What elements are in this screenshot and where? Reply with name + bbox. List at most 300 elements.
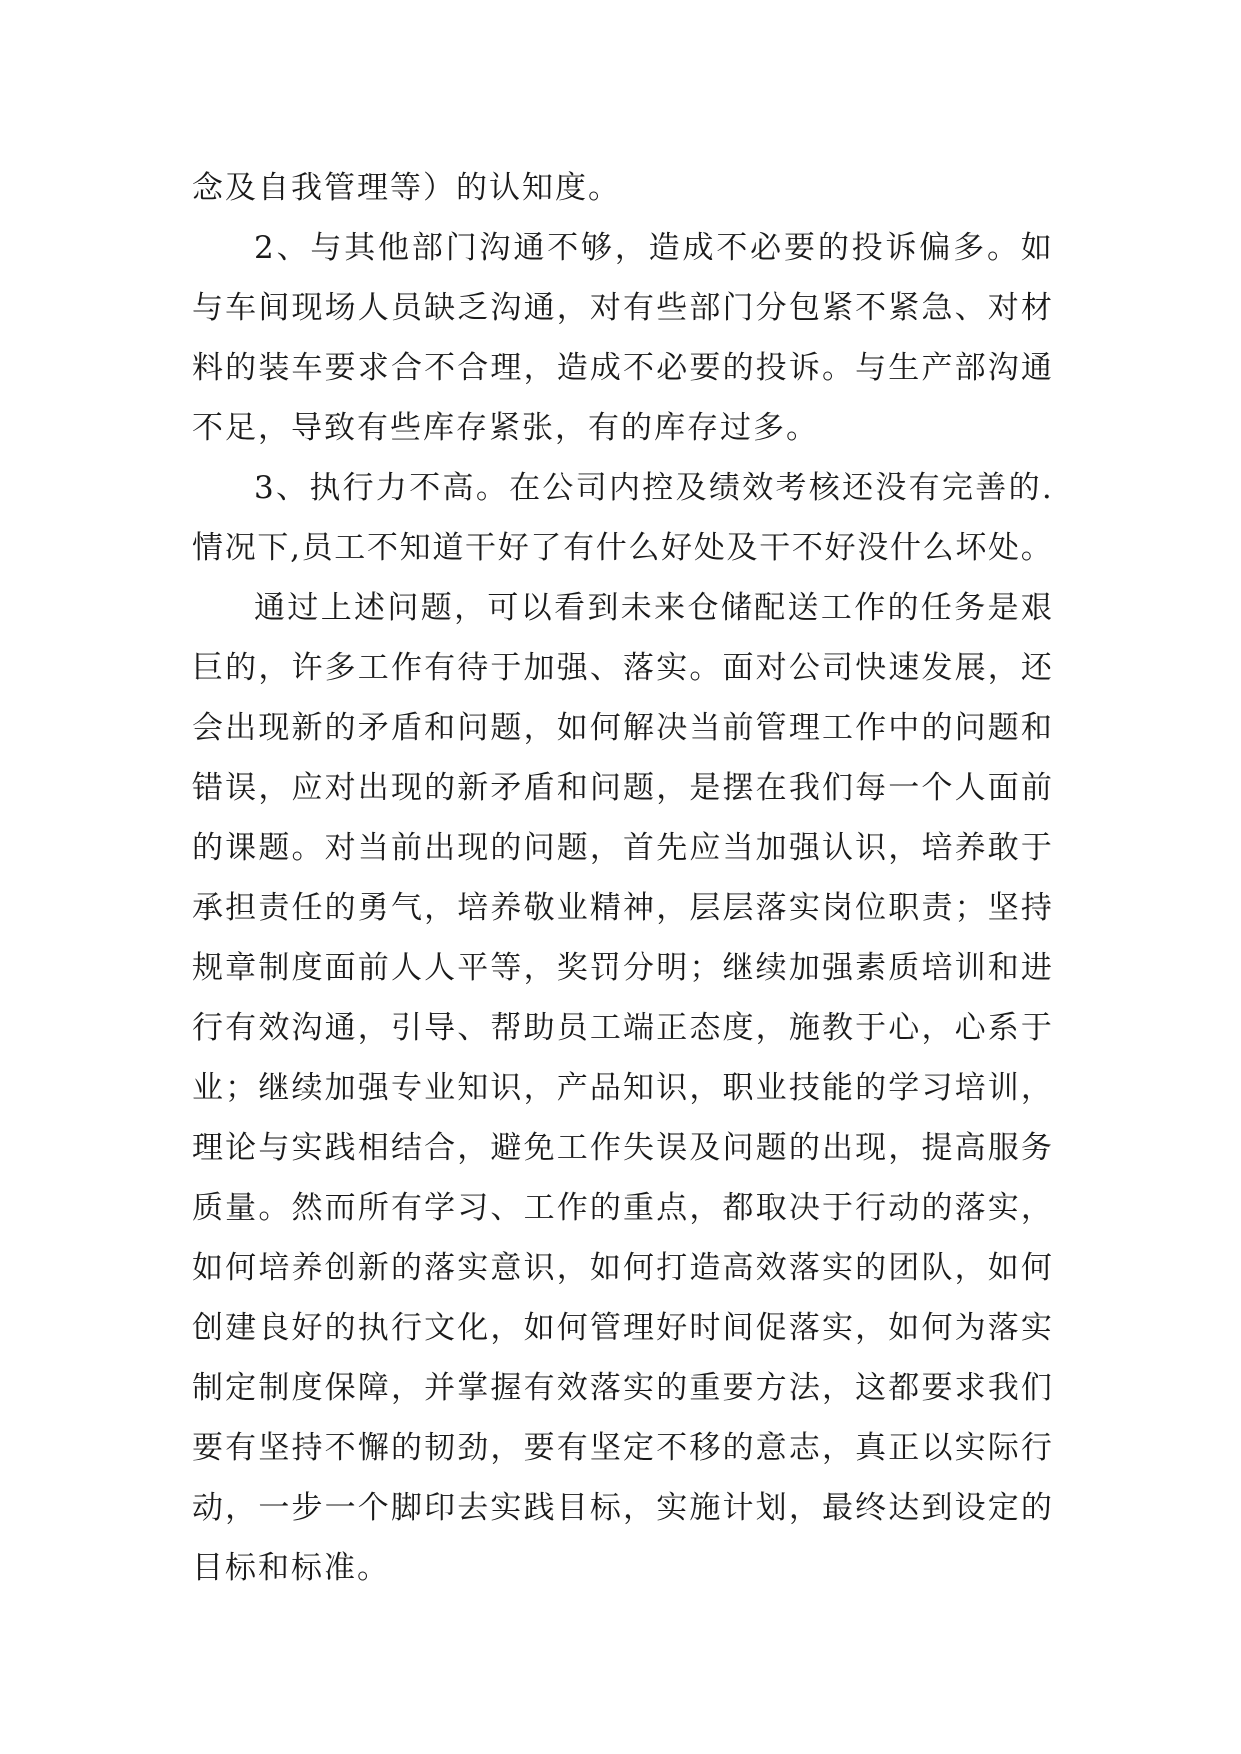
text-glyph: 好	[497, 530, 529, 566]
text-glyph: 如	[589, 1250, 621, 1286]
text-glyph: 当	[357, 830, 389, 866]
text-glyph: 够	[581, 230, 613, 266]
text-glyph: 司	[575, 470, 607, 506]
text-glyph: ，	[390, 1370, 422, 1406]
text-glyph: 敢	[987, 830, 1019, 866]
text-glyph: 每	[855, 770, 887, 806]
text-glyph: 行	[1020, 1430, 1052, 1466]
text-glyph: 好	[824, 530, 856, 566]
text-glyph: 的	[656, 1370, 688, 1406]
text-glyph: 都	[888, 1370, 920, 1406]
text-glyph: 道	[432, 530, 464, 566]
text-glyph: ，	[888, 830, 920, 866]
text-glyph: 的	[225, 650, 257, 686]
text-glyph: 人	[424, 950, 456, 986]
text-glyph: 和	[424, 710, 456, 746]
text-glyph: 我	[788, 770, 820, 806]
text-glyph: 工	[589, 1010, 621, 1046]
text-glyph: 、	[954, 290, 986, 326]
text-glyph: 及	[726, 530, 758, 566]
text-line: 不足，导致有些库存紧张，有的库存过多。	[192, 410, 819, 446]
text-glyph: 间	[258, 290, 290, 326]
text-glyph: 述	[354, 590, 386, 626]
text-glyph: 培	[954, 1070, 986, 1106]
text-glyph: 及	[689, 1130, 721, 1166]
text-glyph: 要	[921, 1370, 953, 1406]
text-glyph: 的	[1020, 1490, 1052, 1526]
text-glyph: 场	[324, 290, 356, 326]
text-glyph: 践	[523, 1490, 555, 1526]
text-glyph: 继	[258, 1070, 290, 1106]
text-glyph: 养	[291, 1250, 323, 1286]
text-line	[192, 938, 1052, 998]
text-glyph: 而	[324, 1190, 356, 1226]
text-glyph: 工	[523, 1190, 555, 1226]
text-glyph: 创	[192, 1310, 223, 1346]
text-glyph: 先	[656, 830, 688, 866]
text-glyph: 的	[424, 770, 456, 806]
text-glyph: 不	[424, 350, 456, 386]
text-line	[192, 758, 1052, 818]
text-glyph: 作	[855, 710, 887, 746]
text-glyph: 点	[656, 1190, 688, 1226]
text-glyph: 如	[556, 710, 588, 746]
text-glyph: 法	[788, 1370, 820, 1406]
text-line: 念及自我管理等）的认知度。	[192, 170, 621, 206]
text-glyph: 间	[722, 1310, 754, 1346]
text-glyph: 考	[775, 470, 807, 506]
text-glyph: 紧	[821, 290, 853, 326]
body-text	[192, 158, 1052, 1598]
text-glyph: 强	[788, 830, 820, 866]
text-glyph: 艰	[1020, 590, 1052, 626]
text-glyph: 看	[554, 590, 586, 626]
text-glyph: 作	[854, 590, 886, 626]
text-glyph: 免	[523, 1130, 555, 1166]
text-glyph: 解	[623, 710, 655, 746]
text-line	[192, 1478, 1052, 1538]
text-glyph: 产	[556, 1070, 588, 1106]
text-glyph: 况	[224, 530, 256, 566]
text-glyph: 位	[855, 890, 887, 926]
text-glyph: 创	[324, 1250, 356, 1286]
text-glyph: 好	[656, 1310, 688, 1346]
text-glyph: 进	[1020, 950, 1052, 986]
text-glyph: 敬	[523, 890, 555, 926]
text-glyph: 前	[722, 710, 754, 746]
text-glyph: 落	[788, 1310, 820, 1346]
text-glyph: 对	[589, 290, 621, 326]
text-glyph: 理	[623, 1310, 655, 1346]
text-glyph: 的	[722, 350, 754, 386]
text-glyph: 成	[682, 230, 714, 266]
text-glyph: 门	[722, 290, 754, 326]
text-glyph: 业	[556, 890, 588, 926]
text-glyph: 培	[921, 830, 953, 866]
text-glyph: 理	[192, 1130, 223, 1166]
text-glyph: 公	[788, 650, 820, 686]
text-glyph: ，	[556, 1250, 588, 1286]
text-glyph: 有	[623, 290, 655, 326]
text-glyph: 么	[922, 530, 954, 566]
text-glyph: 的	[589, 1190, 621, 1226]
text-glyph: 问	[722, 1130, 754, 1166]
text-glyph: ，	[821, 1370, 853, 1406]
text-glyph: 知	[623, 1070, 655, 1106]
text-glyph: 紧	[888, 290, 920, 326]
text-glyph: 合	[457, 350, 489, 386]
text-glyph: 气	[390, 890, 422, 926]
text-glyph: 引	[390, 1010, 422, 1046]
text-glyph: 有	[908, 470, 940, 506]
text-glyph: 于	[821, 1190, 853, 1226]
text-glyph: 帮	[490, 1010, 522, 1046]
text-glyph: 度	[291, 950, 323, 986]
text-glyph: 服	[987, 1130, 1019, 1166]
text-glyph: ；	[689, 950, 721, 986]
text-glyph: 题	[258, 830, 290, 866]
text-glyph: 一	[888, 770, 920, 806]
text-glyph: 现	[855, 1130, 887, 1166]
text-glyph: 这	[855, 1370, 887, 1406]
text-glyph: ，	[556, 290, 588, 326]
text-glyph: 3	[254, 470, 274, 506]
text-glyph: 要	[523, 1430, 555, 1466]
text-glyph: 加	[788, 950, 820, 986]
text-glyph: 质	[192, 1190, 223, 1226]
text-glyph: 现	[291, 290, 323, 326]
text-glyph: 装	[258, 350, 290, 386]
text-glyph: 志	[788, 1430, 820, 1466]
text-glyph: 强	[556, 650, 588, 686]
text-glyph: 握	[490, 1370, 522, 1406]
text-glyph: 专	[390, 1070, 422, 1106]
text-glyph: ，	[689, 1190, 721, 1226]
text-glyph: 新	[291, 710, 323, 746]
text-glyph: 文	[424, 1310, 456, 1346]
text-glyph: 诉	[788, 350, 820, 386]
text-glyph: 度	[291, 1370, 323, 1406]
text-glyph: 何	[589, 710, 621, 746]
text-line	[192, 1358, 1052, 1418]
text-glyph: 队	[921, 1250, 953, 1286]
text-glyph: 前	[390, 830, 422, 866]
text-glyph: 巨	[192, 650, 223, 686]
text-glyph: ，	[1020, 1190, 1052, 1226]
text-glyph: 真	[855, 1430, 887, 1466]
text-glyph: 沟	[987, 350, 1019, 386]
text-glyph: 工	[357, 650, 389, 686]
text-glyph: 不	[716, 230, 748, 266]
text-glyph: 际	[987, 1430, 1019, 1466]
text-glyph: 有	[225, 1430, 257, 1466]
text-glyph: 么	[628, 530, 660, 566]
text-glyph: ，	[623, 1490, 655, 1526]
text-glyph: 门	[445, 230, 477, 266]
text-glyph: 实	[821, 1250, 853, 1286]
text-glyph: 行	[390, 1310, 422, 1346]
text-glyph: 情	[192, 530, 223, 566]
text-glyph: 快	[855, 650, 887, 686]
text-glyph: 效	[755, 1250, 787, 1286]
text-glyph: 盾	[523, 770, 555, 806]
text-glyph: 持	[1020, 890, 1052, 926]
text-glyph: 的	[1008, 470, 1040, 506]
text-glyph: 实	[490, 1490, 522, 1526]
text-glyph: 人	[357, 290, 389, 326]
text-glyph: 坚	[589, 1430, 621, 1466]
text-glyph: 还	[842, 470, 874, 506]
text-glyph: 要	[722, 1370, 754, 1406]
text-glyph: 何	[225, 1250, 257, 1286]
text-glyph: 责	[258, 890, 290, 926]
text-glyph: 储	[720, 590, 752, 626]
text-glyph: 到	[921, 1490, 953, 1526]
text-glyph: 印	[424, 1490, 456, 1526]
text-glyph: 神	[623, 890, 655, 926]
text-glyph: 应	[291, 770, 323, 806]
text-glyph: 的	[887, 590, 919, 626]
text-glyph: 养	[490, 890, 522, 926]
text-glyph: 对	[755, 650, 787, 686]
text-line	[192, 1418, 1052, 1478]
text-glyph: 实	[1020, 1310, 1052, 1346]
text-glyph: 心	[954, 1010, 986, 1046]
text-glyph: 料	[192, 350, 223, 386]
text-glyph: 心	[888, 1010, 920, 1046]
text-glyph: 务	[954, 590, 986, 626]
text-glyph: 落	[623, 650, 655, 686]
text-glyph: 必	[750, 230, 782, 266]
text-glyph: 没	[875, 470, 907, 506]
text-glyph: 训	[954, 950, 986, 986]
text-glyph: 的	[490, 830, 522, 866]
text-glyph: ，	[457, 1130, 489, 1166]
text-glyph: 工	[820, 590, 852, 626]
text-glyph: 懈	[357, 1430, 389, 1466]
text-glyph: 重	[689, 1370, 721, 1406]
text-glyph: 成	[589, 350, 621, 386]
text-glyph: 中	[888, 710, 920, 746]
text-glyph: 、	[457, 1010, 489, 1046]
text-line	[192, 1058, 1052, 1118]
text-glyph: 培	[457, 890, 489, 926]
text-glyph: 题	[490, 710, 522, 746]
text-glyph: 摆	[722, 770, 754, 806]
text-glyph: ，	[424, 890, 456, 926]
text-glyph: 新	[457, 770, 489, 806]
text-glyph: 要	[192, 1430, 223, 1466]
text-glyph: 不	[855, 290, 887, 326]
text-glyph: 划	[755, 1490, 787, 1526]
text-glyph: 内	[609, 470, 640, 506]
text-glyph: 上	[320, 590, 352, 626]
text-glyph: 动	[888, 1190, 920, 1226]
text-glyph: 避	[490, 1130, 522, 1166]
text-glyph: 提	[921, 1130, 953, 1166]
text-glyph: ，	[888, 1130, 920, 1166]
text-glyph: 、	[276, 470, 308, 506]
text-glyph: 工	[821, 710, 853, 746]
text-glyph: 下	[257, 530, 289, 566]
text-glyph: 执	[357, 1310, 389, 1346]
text-glyph: 为	[954, 1310, 986, 1346]
text-glyph: 送	[787, 590, 819, 626]
text-glyph: 韧	[424, 1430, 456, 1466]
text-glyph: 出	[225, 710, 257, 746]
text-glyph: 任	[920, 590, 952, 626]
text-glyph: 践	[324, 1130, 356, 1166]
text-glyph: 定	[987, 1490, 1019, 1526]
text-glyph: 配	[754, 590, 786, 626]
text-glyph: 对	[324, 830, 356, 866]
text-glyph: 出	[821, 1130, 853, 1166]
text-glyph: 来	[654, 590, 686, 626]
text-glyph: 出	[424, 830, 456, 866]
text-glyph: 落	[424, 1250, 456, 1286]
text-glyph: 明	[656, 950, 688, 986]
text-glyph: 未	[620, 590, 652, 626]
text-glyph: 、	[589, 650, 621, 686]
text-glyph: 理	[788, 710, 820, 746]
text-glyph: 实	[457, 1250, 489, 1286]
text-glyph: 处	[988, 530, 1020, 566]
text-glyph: 的	[921, 1190, 953, 1226]
text-glyph: 造	[648, 230, 680, 266]
text-glyph: 何	[556, 1310, 588, 1346]
text-glyph: 不	[791, 530, 823, 566]
text-glyph: 良	[258, 1310, 290, 1346]
text-glyph: 部	[689, 290, 721, 326]
text-glyph: 罚	[589, 950, 621, 986]
text-glyph: 效	[742, 470, 774, 506]
text-glyph: 重	[623, 1190, 655, 1226]
text-glyph: 习	[457, 1190, 489, 1226]
text-glyph: 还	[1020, 650, 1052, 686]
text-glyph: ,	[290, 530, 300, 566]
text-glyph: 素	[855, 950, 887, 986]
text-glyph: 知	[399, 530, 431, 566]
text-line	[192, 1298, 1052, 1358]
text-glyph: 岗	[821, 890, 853, 926]
text-glyph: 所	[357, 1190, 389, 1226]
text-line	[192, 1118, 1052, 1178]
text-glyph: 职	[888, 890, 920, 926]
text-glyph: 坏	[955, 530, 987, 566]
text-glyph: 通	[254, 590, 285, 626]
text-glyph: 在	[509, 470, 541, 506]
text-glyph: 决	[656, 710, 688, 746]
text-glyph: ，	[589, 830, 621, 866]
text-glyph: 意	[490, 1250, 522, 1286]
text-glyph: 矛	[490, 770, 522, 806]
text-glyph: 的	[390, 1430, 422, 1466]
text-glyph: 论	[225, 1130, 257, 1166]
text-glyph: 沟	[490, 290, 522, 326]
text-glyph: 许	[291, 650, 323, 686]
text-glyph: 勇	[357, 890, 389, 926]
text-glyph: 车	[225, 290, 257, 326]
text-glyph: 团	[888, 1250, 920, 1286]
text-glyph: 与	[192, 290, 223, 326]
text-glyph: 行	[192, 1010, 223, 1046]
text-glyph: 现	[457, 830, 489, 866]
text-glyph: 矛	[357, 710, 389, 746]
text-glyph: 公	[542, 470, 574, 506]
text-glyph: 效	[258, 1010, 290, 1046]
text-glyph: 我	[987, 1370, 1019, 1406]
text-glyph: 都	[722, 1190, 754, 1226]
text-glyph: 课	[225, 830, 257, 866]
text-glyph: 步	[291, 1490, 323, 1526]
text-glyph: 实	[788, 890, 820, 926]
text-glyph: ，	[855, 1310, 887, 1346]
text-glyph: 投	[851, 230, 883, 266]
text-glyph: 好	[661, 530, 693, 566]
text-glyph: 职	[722, 1070, 754, 1106]
text-glyph: 于	[855, 1010, 887, 1046]
text-glyph: 识	[656, 1070, 688, 1106]
text-glyph: 作	[556, 1190, 588, 1226]
text-glyph: 出	[357, 770, 389, 806]
text-glyph: 如	[888, 1310, 920, 1346]
text-glyph: 问	[457, 710, 489, 746]
text-glyph: 奖	[556, 950, 588, 986]
text-glyph: 施	[689, 1490, 721, 1526]
text-glyph: 并	[424, 1370, 456, 1406]
text-glyph: 的	[817, 230, 849, 266]
text-glyph: 平	[457, 950, 489, 986]
text-glyph: 强	[357, 1070, 389, 1106]
text-glyph: 应	[689, 830, 721, 866]
text-line	[192, 998, 1052, 1058]
text-glyph: 题	[556, 830, 588, 866]
text-glyph: 时	[689, 1310, 721, 1346]
text-glyph: 完	[941, 470, 973, 506]
text-glyph: 学	[424, 1190, 456, 1226]
text-glyph: 投	[755, 350, 787, 386]
text-line	[192, 698, 1052, 758]
text-glyph: 不	[409, 470, 441, 506]
text-glyph: 前	[357, 950, 389, 986]
text-glyph: 与	[310, 230, 342, 266]
text-glyph: 。	[475, 470, 507, 506]
text-glyph: 要	[324, 350, 356, 386]
text-glyph: 沟	[291, 1010, 323, 1046]
text-glyph: 落	[987, 1310, 1019, 1346]
text-glyph: 盾	[390, 710, 422, 746]
text-glyph: 的	[324, 1310, 356, 1346]
text-glyph: 制	[192, 1370, 223, 1406]
text-glyph: ，	[755, 1010, 787, 1046]
text-glyph: 2	[254, 230, 274, 266]
text-glyph: 设	[954, 1490, 986, 1526]
text-glyph: 方	[755, 1370, 787, 1406]
text-glyph: 劲	[457, 1430, 489, 1466]
text-glyph: 在	[755, 770, 787, 806]
text-glyph: 标	[589, 1490, 621, 1526]
text-glyph: 坚	[987, 890, 1019, 926]
text-glyph: 层	[722, 890, 754, 926]
text-glyph: 端	[623, 1010, 655, 1046]
text-glyph: 新	[357, 1250, 389, 1286]
text-glyph: ，	[490, 1430, 522, 1466]
text-glyph: 于	[1020, 830, 1052, 866]
text-glyph: 。	[821, 350, 853, 386]
text-glyph: 执	[309, 470, 341, 506]
text-glyph: 务	[1020, 1130, 1052, 1166]
text-glyph: 合	[390, 350, 422, 386]
